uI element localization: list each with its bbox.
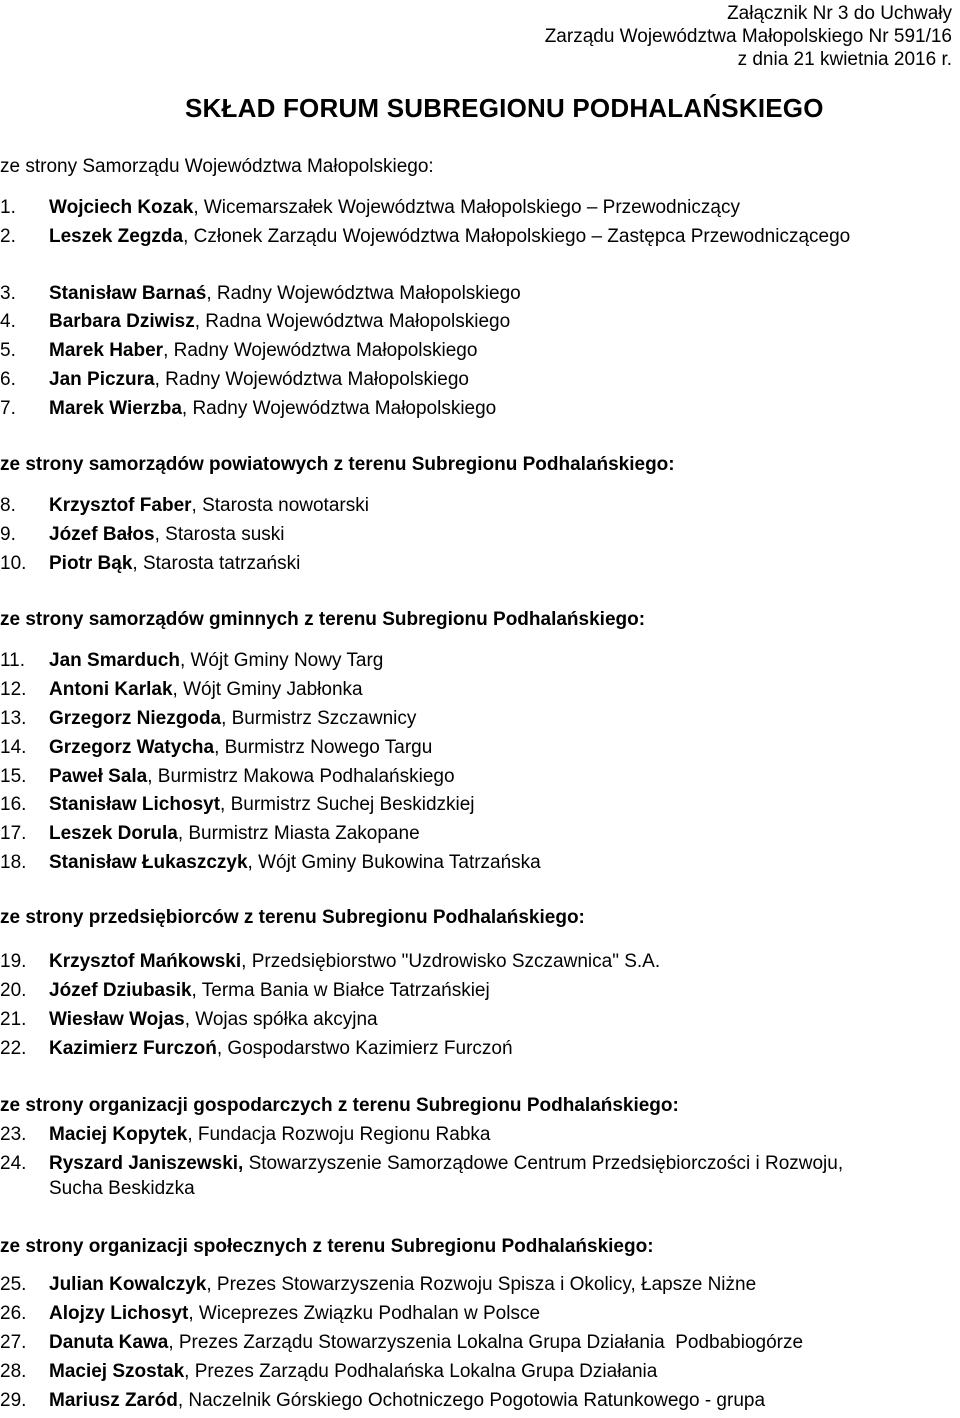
item-number: 24. (0, 1153, 27, 1174)
item-number: 27. (0, 1332, 27, 1353)
member-name: Piotr Bąk (49, 553, 133, 574)
annex-line-2: Zarządu Województwa Małopolskiego Nr 591/16 (544, 26, 952, 47)
member-role: , Radna Województwa Małopolskiego (194, 311, 511, 332)
member-name: Grzegorz Watycha (49, 737, 215, 758)
member-name: Maciej Kopytek (49, 1124, 188, 1145)
member-name: Maciej Szostak (49, 1361, 185, 1382)
member-role: , Wicemarszałek Województwa Małopolskiego – Przewodniczący (193, 197, 740, 218)
item-number: 12. (0, 679, 27, 700)
member-name: Danuta Kawa (49, 1332, 169, 1353)
member-name: Krzysztof Mańkowski (49, 951, 242, 972)
member-role: , Wiceprezes Związku Podhalan w Polsce (188, 1303, 541, 1324)
item-number: 4. (0, 311, 16, 332)
member-role: , Burmistrz Suchej Beskidzkiej (220, 794, 475, 815)
item-number: 29. (0, 1390, 27, 1411)
member-name: Leszek Dorula (49, 823, 178, 844)
annex-header (545, 2, 952, 71)
member-name: Jan Piczura (49, 369, 155, 390)
member-role: , Wójt Gminy Jabłonka (172, 679, 363, 700)
member-name: Jan Smarduch (49, 650, 180, 671)
member-name: Grzegorz Niezgoda (49, 708, 222, 729)
member-name: Stanisław Barnaś (49, 283, 207, 304)
item-number: 8. (0, 495, 16, 516)
item-number: 7. (0, 398, 16, 419)
member-name: Mariusz Zaród (49, 1390, 178, 1411)
member-role: , Przedsiębiorstwo "Uzdrowisko Szczawnica" S.A. (241, 951, 661, 972)
member-name: Wojciech Kozak (49, 197, 194, 218)
item-number: 26. (0, 1303, 27, 1324)
member-name: Leszek Zegzda (49, 226, 184, 247)
member-role: , Radny Województwa Małopolskiego (163, 340, 478, 361)
member-name: Józef Bałos (49, 524, 155, 545)
member-role: , Wojas spółka akcyjna (184, 1009, 378, 1030)
member-name: Marek Haber (49, 340, 164, 361)
section-heading: ze strony przedsiębiorców z terenu Subregionu Podhalańskiego: (0, 907, 585, 928)
member-name: Stanisław Łukaszczyk (49, 852, 248, 873)
item-number: 16. (0, 794, 27, 815)
member-role: , Burmistrz Miasta Zakopane (177, 823, 420, 844)
member-role: , Naczelnik Górskiego Ochotniczego Pogotowia Ratunkowego - grupa (177, 1390, 766, 1411)
member-role: , Wójt Gminy Bukowina Tatrzańska (247, 852, 541, 873)
section-heading: ze strony organizacji społecznych z terenu Subregionu Podhalańskiego: (0, 1236, 654, 1257)
section-heading: ze strony samorządów gminnych z terenu Subregionu Podhalańskiego: (0, 609, 646, 630)
member-name: Antoni Karlak (49, 679, 173, 700)
member-name: Paweł Sala (49, 766, 148, 787)
item-number: 23. (0, 1124, 27, 1145)
page-title: SKŁAD FORUM SUBREGIONU PODHALAŃSKIEGO (185, 93, 824, 123)
member-name: Alojzy Lichosyt (49, 1303, 189, 1324)
member-name: Kazimierz Furczoń (49, 1038, 217, 1059)
item-number: 17. (0, 823, 27, 844)
member-name: Wiesław Wojas (49, 1009, 185, 1030)
member-role: , Terma Bania w Białce Tatrzańskiej (191, 980, 490, 1001)
member-role: , Starosta suski (154, 524, 285, 545)
item-number: 6. (0, 369, 16, 390)
member-role: , Burmistrz Nowego Targu (214, 737, 433, 758)
item-number: 21. (0, 1009, 27, 1030)
member-role: , Radny Województwa Małopolskiego (154, 369, 469, 390)
section-heading: ze strony samorządów powiatowych z terenu Subregionu Podhalańskiego: (0, 454, 675, 475)
item-number: 11. (0, 650, 26, 671)
section-heading: ze strony organizacji gospodarczych z terenu Subregionu Podhalańskiego: (0, 1095, 679, 1116)
item-number: 15. (0, 766, 27, 787)
member-name: Krzysztof Faber (49, 495, 192, 516)
member-role: , Gospodarstwo Kazimierz Furczoń (216, 1038, 513, 1059)
item-number: 20. (0, 980, 27, 1001)
member-role: , Prezes Zarządu Podhalańska Lokalna Grupa Działania (184, 1361, 658, 1382)
item-number: 2. (0, 226, 16, 247)
member-role: , Prezes Stowarzyszenia Rozwoju Spisza i Okolicy, Łapsze Niżne (206, 1274, 757, 1295)
member-role: , Radny Województwa Małopolskiego (206, 283, 521, 304)
member-name: Ryszard Janiszewski, (49, 1153, 244, 1174)
member-name: Julian Kowalczyk (49, 1274, 207, 1295)
member-role: , Prezes Zarządu Stowarzyszenia Lokalna Grupa Działania Podbabiogórze (168, 1332, 804, 1353)
item-number: 28. (0, 1361, 27, 1382)
item-number: 22. (0, 1038, 27, 1059)
member-role: , Wójt Gminy Nowy Targ (179, 650, 384, 671)
annex-line-3: z dnia 21 kwietnia 2016 r. (737, 49, 952, 70)
item-number: 19. (0, 951, 27, 972)
member-role: , Starosta tatrzański (132, 553, 301, 574)
member-role: , Fundacja Rozwoju Regionu Rabka (187, 1124, 491, 1145)
item-number: 5. (0, 340, 16, 361)
item-number: 13. (0, 708, 27, 729)
member-role: , Starosta nowotarski (191, 495, 369, 516)
member-name: Józef Dziubasik (49, 980, 192, 1001)
annex-line-1: Załącznik Nr 3 do Uchwały (727, 3, 952, 24)
member-role: , Burmistrz Szczawnicy (221, 708, 417, 729)
item-number: 3. (0, 283, 16, 304)
member-role: , Członek Zarządu Województwa Małopolskiego – Zastępca Przewodniczącego (183, 226, 851, 247)
item-number: 9. (0, 524, 16, 545)
member-role-continuation: Sucha Beskidzka (49, 1178, 195, 1199)
item-number: 18. (0, 852, 27, 873)
item-number: 1. (0, 197, 16, 218)
member-name: Barbara Dziwisz (49, 311, 195, 332)
member-name: Stanisław Lichosyt (49, 794, 221, 815)
item-number: 10. (0, 553, 27, 574)
item-number: 14. (0, 737, 27, 758)
member-role: , Burmistrz Makowa Podhalańskiego (147, 766, 455, 787)
member-name: Marek Wierzba (49, 398, 182, 419)
item-number: 25. (0, 1274, 27, 1295)
section-heading: ze strony Samorządu Województwa Małopolskiego: (0, 156, 434, 177)
member-role: , Radny Województwa Małopolskiego (181, 398, 497, 419)
member-role: Stowarzyszenie Samorządowe Centrum Przedsiębiorczości i Rozwoju, (243, 1153, 844, 1174)
